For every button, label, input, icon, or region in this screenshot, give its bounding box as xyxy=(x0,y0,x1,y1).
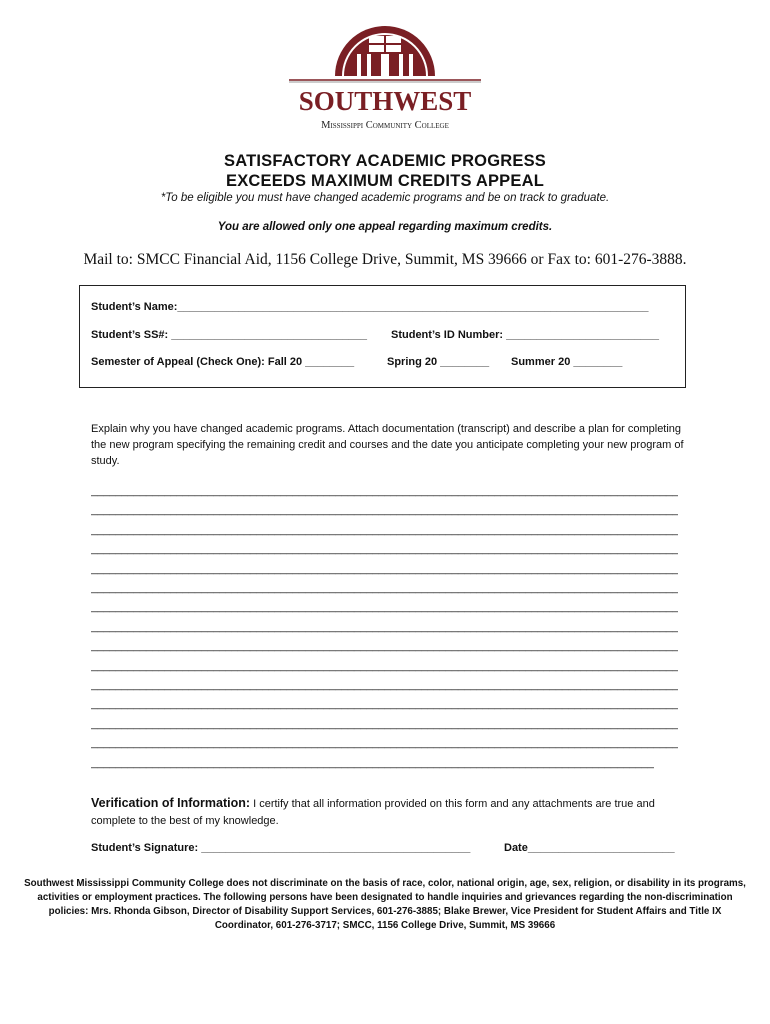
logo-subtitle: Mississippi Community College xyxy=(321,120,449,131)
answer-line[interactable]: ________________________________________________________________________________________________ xyxy=(91,717,679,730)
college-building-emblem-icon xyxy=(283,22,487,134)
answer-line[interactable]: ________________________________________________________________________________________________ xyxy=(91,640,679,653)
answer-line[interactable]: ________________________________________________________________________________________________ xyxy=(91,543,679,556)
mailing-address: Mail to: SMCC Financial Aid, 1156 College Drive, Summit, MS 39666 or Fax to: 601-276-3888. xyxy=(83,251,687,268)
non-discrimination-notice: Southwest Mississippi Community College does not discriminate on the basis of race, color, national origin, age, sex, religion, or disability in its programs, activities or employment practices. The following persons have been designated to handle inquiries and grievances regarding the non-discrimination policies: Mrs. Rhonda Gibson, Director of Disability Support Services, 601-276-3885; Blake Brewer, Vice President for Student Affairs and Title IX Coordinator, 601-276-3717; SMCC, 1156 College Drive, Summit, MS 39666 xyxy=(24,878,746,931)
college-logo xyxy=(283,22,487,134)
semester-spring-field[interactable]: Spring 20 ________ xyxy=(387,356,490,368)
answer-line[interactable]: ________________________________________________________________________________________________ xyxy=(91,562,679,575)
verification-statement: I certify that all information provided on this form and any attachments are true and complete to the best of my knowledge. xyxy=(91,798,655,827)
answer-line[interactable]: ________________________________________________________________________________________________ xyxy=(91,659,679,672)
semester-fall-field[interactable]: Semester of Appeal (Check One): Fall 20 ________ xyxy=(91,356,355,368)
eligibility-note: *To be eligible you must have changed academic programs and be on track to graduate. xyxy=(160,192,610,204)
answer-line[interactable]: ________________________________________________________________________________________________ xyxy=(91,679,679,692)
semester-summer-field[interactable]: Summer 20 ________ xyxy=(511,356,623,368)
appeal-limit-note: You are allowed only one appeal regarding maximum credits. xyxy=(217,221,553,233)
answer-line[interactable]: ________________________________________________________________________________________________ xyxy=(91,698,679,711)
answer-line[interactable]: ________________________________________________________________________________________________ xyxy=(91,601,679,614)
student-id-field[interactable]: Student’s ID Number: _________________________ xyxy=(391,329,660,341)
answer-line[interactable]: ________________________________________________________________________________________________ xyxy=(91,523,679,536)
answer-line[interactable]: ________________________________________________________________________________________________ xyxy=(91,582,679,595)
student-info-box xyxy=(79,285,686,388)
explanation-answer-lines xyxy=(91,482,678,773)
date-field[interactable]: Date________________________ xyxy=(504,842,675,854)
signature-field[interactable]: Student’s Signature: ____________________________________________ xyxy=(91,842,471,854)
form-title-line1: SATISFACTORY ACADEMIC PROGRESS xyxy=(224,152,546,170)
student-name-field[interactable]: Student’s Name:_____________________________________________________________________________ xyxy=(91,301,649,313)
answer-line[interactable]: ________________________________________________________________________________________________ xyxy=(91,485,679,497)
student-ss-field[interactable]: Student’s SS#: ________________________________ xyxy=(91,329,368,341)
answer-line[interactable]: ________________________________________________________________________________________________ xyxy=(91,737,679,750)
answer-line[interactable]: ________________________________________________________________________________________________ xyxy=(91,620,679,633)
answer-line[interactable]: ________________________________________________________________________________________________ xyxy=(91,504,679,517)
verification-section xyxy=(91,795,691,830)
answer-line[interactable]: ____________________________________________________________________________________________ xyxy=(91,756,654,769)
verification-heading: Verification of Information: xyxy=(91,796,251,810)
logo-wordmark: SOUTHWEST xyxy=(298,86,472,116)
explanation-instructions: Explain why you have changed academic programs. Attach documentation (transcript) and describe a plan for completing the new program specifying the remaining credit and courses and the date you anticipate completing your new program of study. xyxy=(91,423,684,467)
form-title-line2: EXCEEDS MAXIMUM CREDITS APPEAL xyxy=(225,172,544,190)
